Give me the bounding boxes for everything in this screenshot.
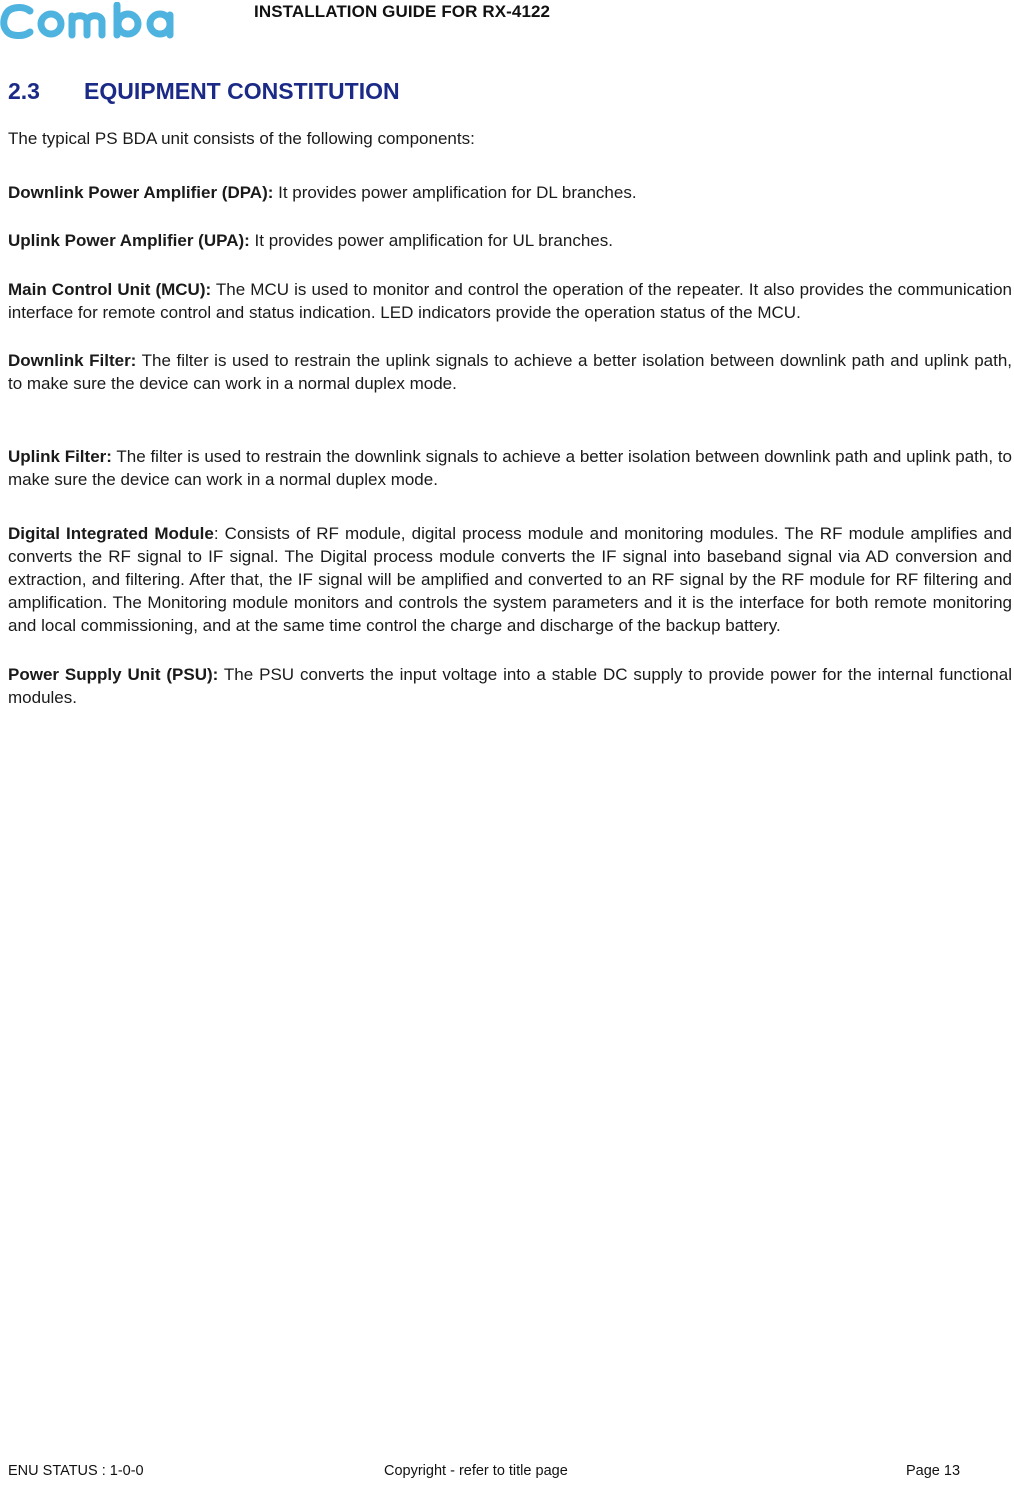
comba-logo — [0, 2, 182, 40]
section-title: EQUIPMENT CONSTITUTION — [84, 78, 400, 104]
mcu-paragraph — [8, 278, 1012, 325]
uplink-filter-paragraph — [8, 445, 1012, 492]
section-heading — [8, 78, 400, 105]
dpa-term: Downlink Power Amplifier (DPA): — [8, 182, 274, 202]
psu-paragraph — [8, 663, 1012, 710]
section-number: 2.3 — [8, 78, 40, 104]
psu-description: The PSU converts the input voltage into a stable DC supply to provide power for the internal functional modules. — [8, 664, 1012, 708]
footer-status: ENU STATUS : 1-0-0 — [8, 1463, 144, 1479]
dpa-paragraph — [8, 181, 1012, 205]
uplink-filter-description: The filter is used to restrain the downlink signals to achieve a better isolation between downlink path and uplink path, to make sure the device can work in a normal duplex mode. — [8, 446, 1012, 489]
document-title: INSTALLATION GUIDE FOR RX-4122 — [254, 2, 551, 21]
mcu-description: The MCU is used to monitor and control the operation of the repeater. It also provides the communication interface for remote control and status indication. LED indicators provide the operation status of the MCU. — [8, 279, 1012, 322]
footer-copyright: Copyright - refer to title page — [384, 1463, 568, 1479]
psu-term: Power Supply Unit (PSU): — [8, 664, 219, 684]
downlink-filter-paragraph — [8, 349, 1012, 396]
digital-module-paragraph — [8, 522, 1012, 638]
upa-description: It provides power amplification for UL branches. — [249, 231, 613, 250]
page-header — [0, 0, 1014, 44]
digital-module-term: Digital Integrated Module — [8, 523, 214, 543]
body-content — [8, 127, 1012, 710]
intro-paragraph: The typical PS BDA unit consists of the following components: — [8, 129, 475, 148]
dpa-description: It provides power amplification for DL branches. — [273, 182, 637, 202]
digital-module-description: : Consists of RF module, digital process module and monitoring modules. The RF module amplifies and converts the RF signal to IF signal. The Digital process module converts the IF signal into baseband signal via AD conversion and extraction, and filtering. After that, the IF signal will be amplified and converted to an RF signal by the RF module for RF filtering and amplification. The Monitoring module monitors and controls the system parameters and it is the interface for both remote monitoring and local commissioning, and at the same time control the charge and discharge of the backup battery. — [8, 523, 1012, 636]
downlink-filter-term: Downlink Filter: — [8, 350, 137, 370]
upa-term: Uplink Power Amplifier (UPA): — [8, 231, 250, 250]
uplink-filter-term: Uplink Filter: — [8, 446, 112, 466]
footer-page-number: Page 13 — [906, 1463, 961, 1479]
page-footer — [0, 1463, 1014, 1483]
downlink-filter-description: The filter is used to restrain the uplink signals to achieve a better isolation between downlink path and uplink path, to make sure the device can work in a normal duplex mode. — [8, 350, 1013, 393]
mcu-term: Main Control Unit (MCU): — [8, 279, 212, 299]
upa-paragraph — [8, 229, 1012, 253]
